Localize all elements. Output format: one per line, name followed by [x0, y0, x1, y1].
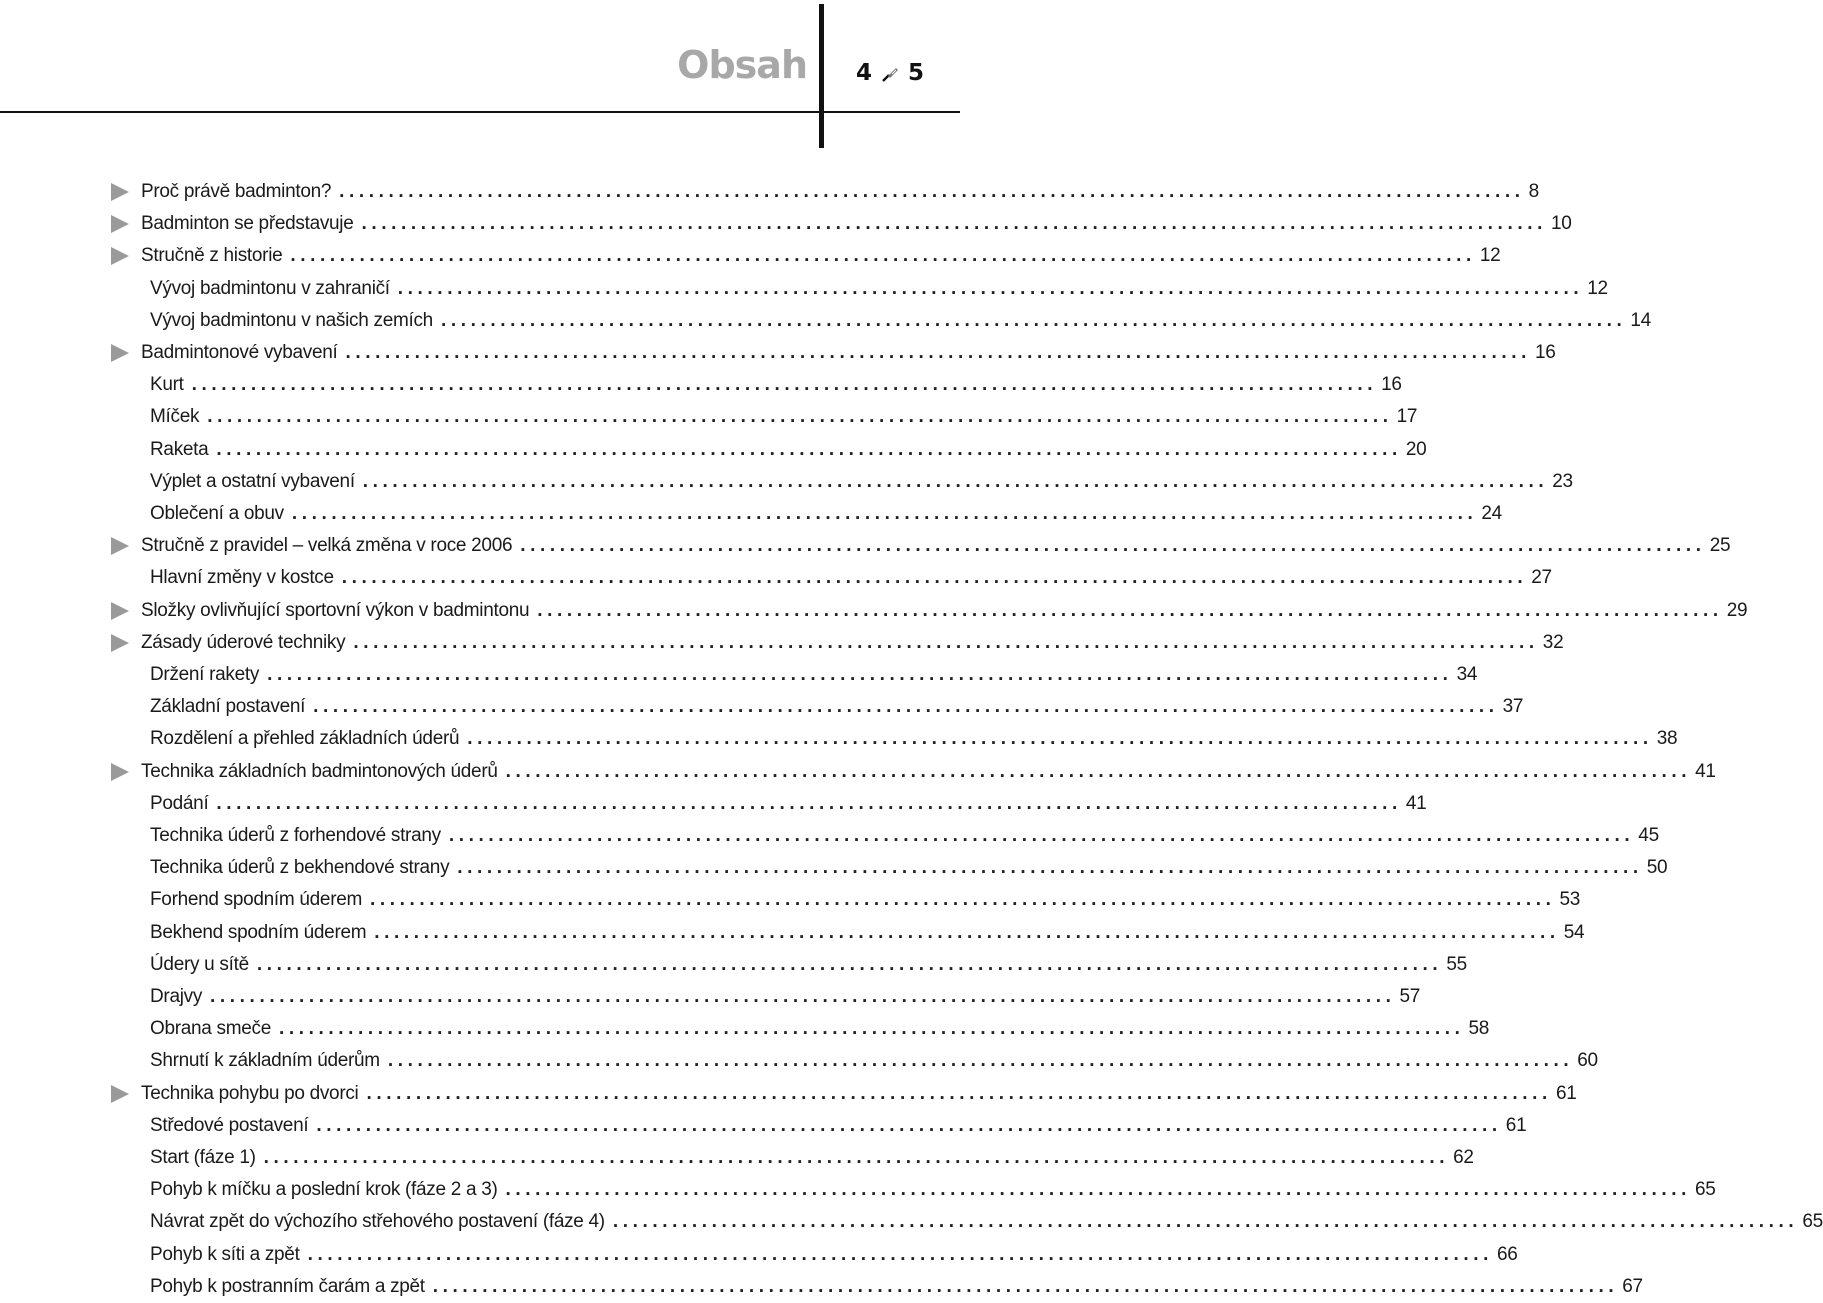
- toc-entry-page-number: 53: [1559, 889, 1581, 910]
- toc-entry-title: Kurt: [150, 374, 184, 395]
- toc-entry[interactable]: [105, 918, 1585, 948]
- toc-entry-page-number: 41: [1695, 761, 1716, 782]
- dot-leader: ........................................................................................................................: [191, 374, 1378, 395]
- toc-entry-page-number: 65: [1802, 1211, 1823, 1232]
- dot-leader: ........................................................................................................................: [537, 600, 1723, 621]
- toc-entry-title: Hlavní změny v kostce: [150, 567, 334, 588]
- triangle-bullet-icon: [109, 632, 131, 654]
- toc-entry-title: Badminton se představuje: [141, 213, 354, 234]
- toc-entry-title: Bekhend spodním úderem: [150, 922, 367, 943]
- toc-entry[interactable]: [105, 274, 1608, 304]
- dot-leader: ........................................................................................................................: [256, 954, 1443, 975]
- toc-entry-title: Údery u sítě: [150, 954, 249, 975]
- triangle-bullet-icon: [109, 213, 131, 235]
- toc-entry[interactable]: [105, 209, 1572, 239]
- toc-entry-page-number: 8: [1528, 181, 1539, 202]
- toc-entry-title: Držení rakety: [150, 664, 260, 685]
- toc-entry[interactable]: [105, 1014, 1490, 1044]
- dot-leader: ........................................................................................................................: [505, 1179, 1691, 1200]
- toc-entry[interactable]: [105, 1079, 1577, 1109]
- dot-leader: ........................................................................................................................: [290, 245, 1476, 266]
- toc-entry-title: Vývoj badmintonu v zahraničí: [150, 278, 390, 299]
- toc-entry-page-number: 41: [1405, 793, 1427, 814]
- toc-entry-title: Start (fáze 1): [150, 1147, 256, 1168]
- dot-leader: ........................................................................................................................: [313, 696, 1499, 717]
- page-number-right: 5: [908, 60, 925, 86]
- toc-entry-page-number: 25: [1709, 535, 1731, 556]
- toc-entry-title: Zásady úderové techniky: [141, 632, 346, 653]
- triangle-bullet-icon: [109, 181, 131, 203]
- header-rule: [0, 111, 960, 113]
- dot-leader: ........................................................................................................................: [291, 503, 1478, 524]
- toc-entry-page-number: 61: [1505, 1115, 1527, 1136]
- dot-leader: ........................................................................................................................: [267, 664, 1453, 685]
- toc-entry-page-number: 27: [1531, 567, 1552, 588]
- dot-leader: ........................................................................................................................: [216, 439, 1402, 460]
- toc-entry[interactable]: [105, 789, 1427, 819]
- toc-entry-page-number: 67: [1622, 1276, 1643, 1297]
- toc-entry-page-number: 58: [1468, 1018, 1490, 1039]
- toc-entry[interactable]: [105, 563, 1552, 593]
- toc-entry-title: Technika úderů z bekhendové strany: [150, 857, 450, 878]
- toc-entry-title: Technika úderů z forhendové strany: [150, 825, 441, 846]
- toc-entry-page-number: 14: [1630, 310, 1651, 331]
- toc-entry-title: Stručně z pravidel – velká změna v roce 2006: [141, 535, 513, 556]
- toc-entry[interactable]: [105, 821, 1659, 851]
- toc-entry-title: Míček: [150, 406, 200, 427]
- dot-leader: ........................................................................................................................: [307, 1244, 1494, 1265]
- dot-leader: ........................................................................................................................: [397, 278, 1584, 299]
- toc-entry[interactable]: [105, 1046, 1598, 1076]
- dot-leader: ........................................................................................................................: [457, 857, 1643, 878]
- toc-entry-title: Technika základních badmintonových úderů: [141, 761, 498, 782]
- page-number-left: 4: [856, 60, 873, 86]
- toc-entry[interactable]: [105, 628, 1564, 658]
- toc-entry[interactable]: [105, 1111, 1527, 1141]
- toc-entry[interactable]: [105, 1175, 1716, 1205]
- page-title: Obsah: [677, 43, 807, 87]
- dot-leader: ........................................................................................................................: [448, 825, 1635, 846]
- dot-leader: ........................................................................................................................: [366, 1083, 1552, 1104]
- dot-leader: ........................................................................................................................: [440, 310, 1627, 331]
- toc-entry[interactable]: [105, 950, 1467, 980]
- triangle-bullet-icon: [109, 1083, 131, 1105]
- toc-entry[interactable]: [105, 306, 1651, 336]
- toc-entry-page-number: 29: [1726, 600, 1748, 621]
- toc-entry[interactable]: [105, 1240, 1518, 1270]
- dot-leader: ........................................................................................................................: [339, 181, 1525, 202]
- toc-entry-page-number: 23: [1552, 471, 1573, 492]
- triangle-bullet-icon: [109, 600, 131, 622]
- toc-entry-title: Pohyb k postranním čarám a zpět: [150, 1276, 425, 1297]
- toc-entry-page-number: 12: [1587, 278, 1608, 299]
- toc-entry[interactable]: [105, 853, 1668, 883]
- dot-leader: ........................................................................................................................: [263, 1147, 1450, 1168]
- dot-leader: ........................................................................................................................: [341, 567, 1528, 588]
- dot-leader: ........................................................................................................................: [374, 922, 1560, 943]
- toc-entry-page-number: 55: [1446, 954, 1467, 975]
- toc-entry-title: Stručně z historie: [141, 245, 283, 266]
- toc-entry-page-number: 12: [1479, 245, 1501, 266]
- dot-leader: ........................................................................................................................: [216, 793, 1402, 814]
- toc-entry[interactable]: [105, 692, 1524, 722]
- toc-entry[interactable]: [105, 499, 1502, 529]
- toc-entry-title: Oblečení a obuv: [150, 503, 284, 524]
- toc-entry-page-number: 57: [1399, 986, 1421, 1007]
- toc-entry-title: Složky ovlivňující sportovní výkon v badmintonu: [141, 600, 530, 621]
- toc-entry-title: Pohyb k míčku a poslední krok (fáze 2 a 3): [150, 1179, 498, 1200]
- dot-leader: ........................................................................................................................: [361, 213, 1547, 234]
- dot-leader: ........................................................................................................................: [370, 889, 1556, 910]
- toc-entry-title: Výplet a ostatní vybavení: [150, 471, 355, 492]
- toc-entry[interactable]: [105, 757, 1716, 787]
- toc-entry-title: Proč právě badminton?: [141, 181, 332, 202]
- dot-leader: ........................................................................................................................: [612, 1211, 1799, 1232]
- toc-entry[interactable]: [105, 370, 1402, 400]
- toc-entry[interactable]: [105, 982, 1421, 1012]
- dot-leader: ........................................................................................................................: [316, 1115, 1502, 1136]
- toc-entry[interactable]: [105, 1143, 1474, 1173]
- toc-entry-page-number: 34: [1456, 664, 1478, 685]
- dot-leader: ........................................................................................................................: [520, 535, 1706, 556]
- toc-entry[interactable]: [105, 402, 1418, 432]
- toc-entry[interactable]: [105, 467, 1573, 497]
- toc-entry-title: Forhend spodním úderem: [150, 889, 363, 910]
- toc-entry[interactable]: [105, 177, 1539, 207]
- dot-leader: ........................................................................................................................: [353, 632, 1539, 653]
- toc-entry-title: Návrat zpět do výchozího střehového postavení (fáze 4): [150, 1211, 605, 1232]
- toc-entry[interactable]: [105, 241, 1501, 271]
- toc-entry-page-number: 17: [1396, 406, 1418, 427]
- toc-entry[interactable]: [105, 1272, 1643, 1302]
- dot-leader: ........................................................................................................................: [362, 471, 1549, 492]
- toc-entry-title: Technika pohybu po dvorci: [141, 1083, 359, 1104]
- toc-entry-title: Vývoj badmintonu v našich zemích: [150, 310, 433, 331]
- toc-entry-page-number: 50: [1646, 857, 1668, 878]
- toc-entry[interactable]: [105, 435, 1427, 465]
- page-numbers: [856, 62, 924, 85]
- toc-entry-page-number: 38: [1656, 728, 1678, 749]
- toc-entry-page-number: 61: [1555, 1083, 1577, 1104]
- dot-leader: ........................................................................................................................: [387, 1050, 1574, 1071]
- toc-entry-page-number: 45: [1638, 825, 1659, 846]
- toc-entry-title: Drajvy: [150, 986, 203, 1007]
- dot-leader: ........................................................................................................................: [210, 986, 1396, 1007]
- toc-entry-title: Obrana smeče: [150, 1018, 272, 1039]
- toc-entry-title: Raketa: [150, 439, 209, 460]
- toc-entry-page-number: 60: [1577, 1050, 1598, 1071]
- toc-entry-page-number: 54: [1563, 922, 1585, 943]
- toc-entry-title: Shrnutí k základním úderům: [150, 1050, 380, 1071]
- shuttlecock-icon: [880, 64, 900, 84]
- triangle-bullet-icon: [109, 245, 131, 267]
- header-vertical-rule: [819, 4, 824, 148]
- dot-leader: ........................................................................................................................: [207, 406, 1393, 427]
- toc-entry-page-number: 10: [1550, 213, 1572, 234]
- toc-entry-page-number: 37: [1502, 696, 1524, 717]
- toc-entry[interactable]: [105, 724, 1678, 754]
- toc-entry[interactable]: [105, 531, 1731, 561]
- toc-entry-page-number: 24: [1481, 503, 1502, 524]
- toc-entry-page-number: 16: [1381, 374, 1402, 395]
- toc-entry-page-number: 65: [1695, 1179, 1716, 1200]
- toc-entry[interactable]: [105, 660, 1478, 690]
- toc-entry-title: Badmintonové vybavení: [141, 342, 338, 363]
- toc-entry[interactable]: [105, 1207, 1823, 1237]
- toc-entry-page-number: 20: [1405, 439, 1427, 460]
- dot-leader: ........................................................................................................................: [467, 728, 1653, 749]
- toc-entry-title: Středové postavení: [150, 1115, 309, 1136]
- toc-entry[interactable]: [105, 338, 1556, 368]
- toc-entry-page-number: 32: [1542, 632, 1564, 653]
- toc-entry[interactable]: [105, 596, 1748, 626]
- dot-leader: ........................................................................................................................: [279, 1018, 1465, 1039]
- dot-leader: ........................................................................................................................: [345, 342, 1531, 363]
- toc-entry-page-number: 62: [1453, 1147, 1474, 1168]
- dot-leader: ........................................................................................................................: [505, 761, 1692, 782]
- toc-entry-page-number: 16: [1534, 342, 1556, 363]
- toc-entry-title: Pohyb k síti a zpět: [150, 1244, 300, 1265]
- dot-leader: ........................................................................................................................: [432, 1276, 1619, 1297]
- toc-entry-title: Rozdělení a přehled základních úderů: [150, 728, 460, 749]
- triangle-bullet-icon: [109, 535, 131, 557]
- toc-entry-title: Základní postavení: [150, 696, 306, 717]
- toc-entry[interactable]: [105, 885, 1581, 915]
- toc-entry-title: Podání: [150, 793, 209, 814]
- triangle-bullet-icon: [109, 342, 131, 364]
- toc-entry-page-number: 66: [1497, 1244, 1518, 1265]
- triangle-bullet-icon: [109, 761, 131, 783]
